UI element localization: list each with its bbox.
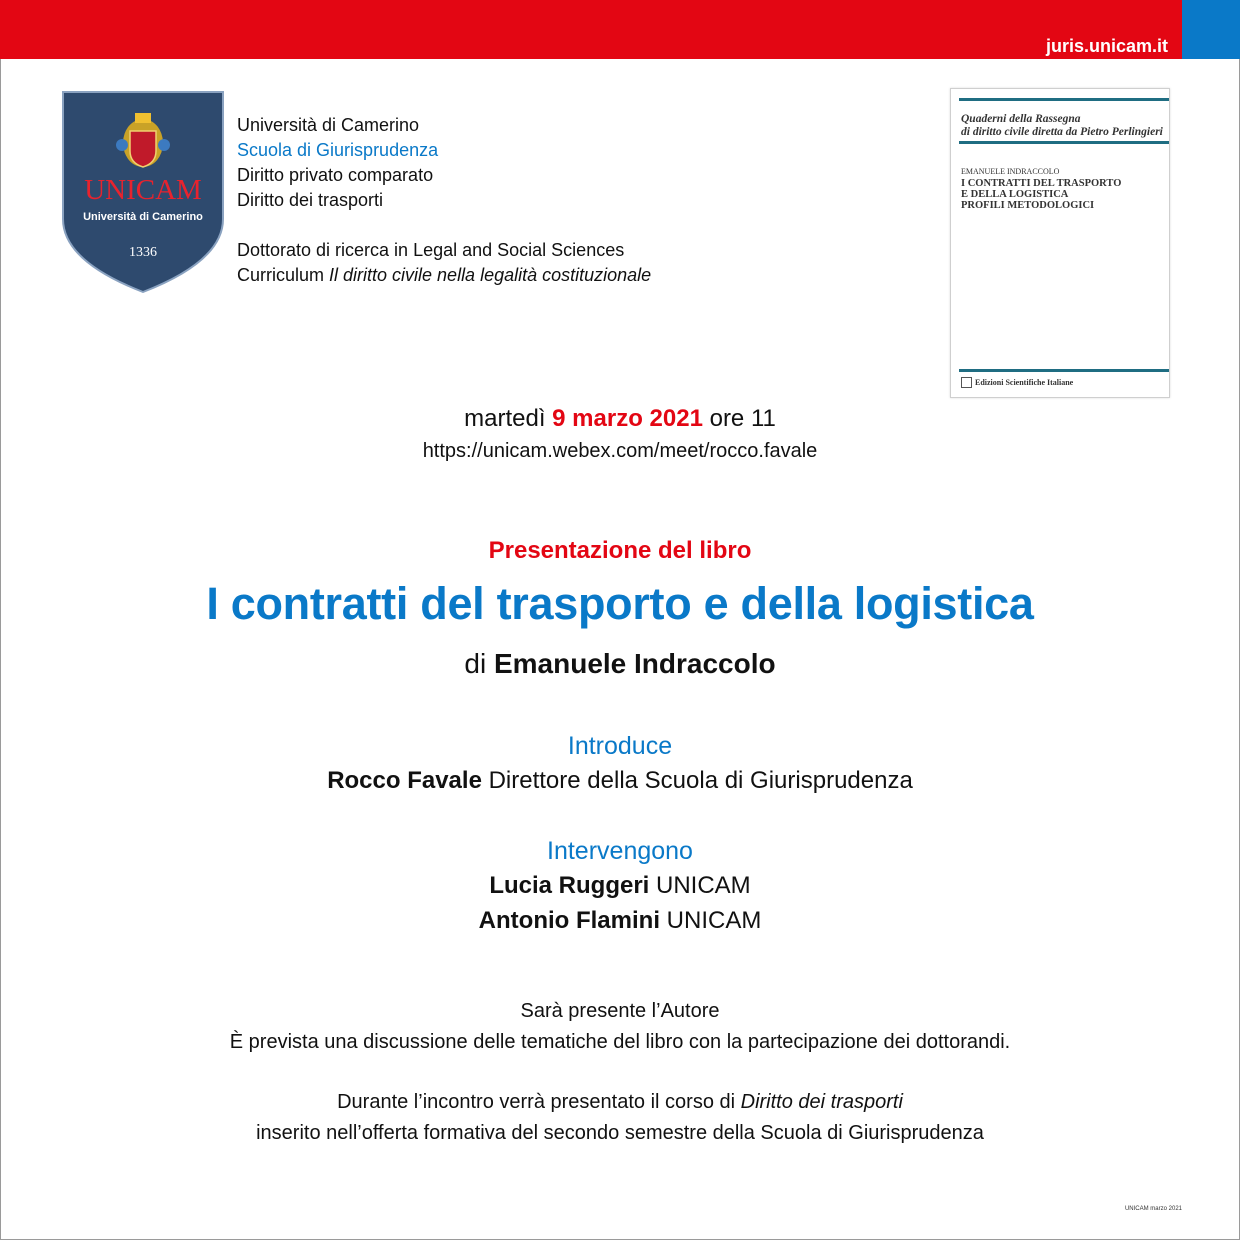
book-cover — [950, 88, 1170, 398]
course-note: Durante l’incontro verrà presentato il corso di Diritto dei trasporti — [337, 1091, 903, 1113]
logo-year: 1336 — [129, 245, 157, 260]
meeting-link[interactable]: https://unicam.webex.com/meet/rocco.favale — [422, 440, 818, 462]
curriculum-name: Il diritto civile nella legalità costituzionale — [329, 265, 652, 285]
doctorate-name: Dottorato di ricerca in Legal and Social Sciences — [237, 240, 625, 260]
discussion-note: È prevista una discussione delle tematiche del libro con la partecipazione dei dottorandi. — [229, 1031, 1011, 1053]
author-line: di Emanuele Indraccolo — [464, 648, 776, 679]
book-title: I CONTRATTI DEL TRASPORTO E DELLA LOGISTICA PROFILI METODOLOGICI — [961, 178, 1122, 211]
course-1: Diritto privato comparato — [237, 165, 434, 185]
logo-name: UNICAM — [84, 174, 202, 206]
site-link[interactable]: juris.unicam.it — [1045, 36, 1168, 56]
logo-subtitle: Università di Camerino — [83, 211, 203, 223]
footer-credit: UNICAM marzo 2021 — [1124, 1206, 1182, 1212]
book-author: EMANUELE INDRACCOLO — [961, 167, 1060, 176]
top-red-bar — [0, 0, 1182, 59]
book-publisher: Edizioni Scientifiche Italiane — [975, 378, 1074, 387]
speaker-line: Antonio Flamini UNICAM — [478, 907, 762, 934]
publisher-icon — [961, 377, 972, 388]
intro-heading: Introduce — [567, 732, 673, 760]
curriculum-line: Curriculum Il diritto civile nella legalità costituzionale — [237, 265, 652, 285]
speaker-line: Lucia Ruggeri UNICAM — [489, 872, 751, 899]
event-kicker: Presentazione del libro — [488, 537, 752, 564]
course-2: Diritto dei trasporti — [237, 190, 384, 210]
book-series: Quaderni della Rassegna di diritto civile diretta da Pietro Perlingieri — [961, 113, 1163, 138]
event-date: martedì 9 marzo 2021 ore 11 — [464, 405, 776, 432]
speakers-heading: Intervengono — [547, 837, 693, 865]
book-title-heading: I contratti del trasporto e della logistica — [206, 578, 1034, 629]
intro-speaker: Rocco Favale Direttore della Scuola di Giurisprudenza — [327, 767, 913, 794]
unicam-shield-logo — [62, 91, 224, 293]
university-name: Università di Camerino — [237, 115, 420, 135]
school-name: Scuola di Giurisprudenza — [237, 140, 439, 160]
institution-block — [237, 113, 651, 288]
author-present-note: Sarà presente l’Autore — [520, 1000, 720, 1022]
course-note-continued: inserito nell’offerta formativa del secondo semestre della Scuola di Giurisprudenza — [256, 1122, 984, 1144]
top-blue-box — [1182, 0, 1240, 59]
